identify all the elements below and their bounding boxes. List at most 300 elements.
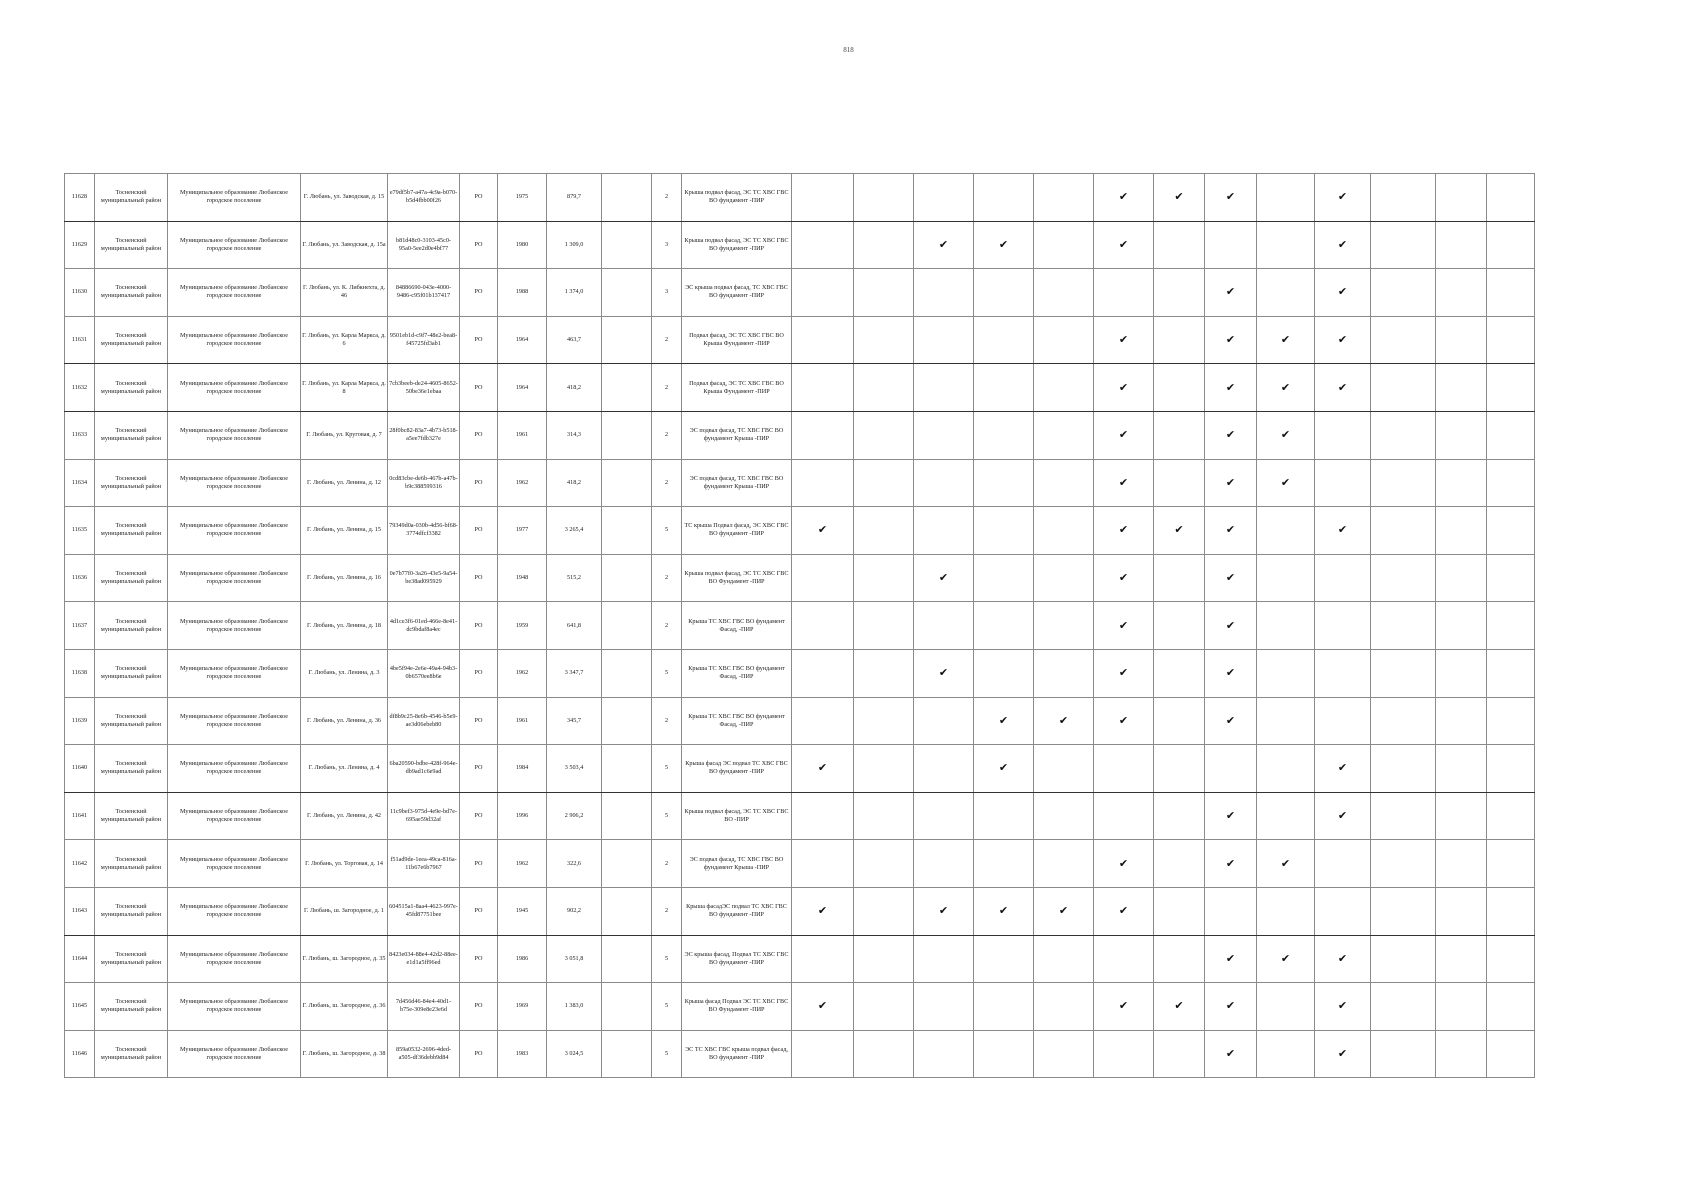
empty-check-cell <box>914 602 974 650</box>
municipality-cell: Муниципальное образование Любанское городское поселение <box>168 1030 301 1078</box>
empty-check-cell <box>1034 649 1094 697</box>
floors-cell: 2 <box>652 887 682 935</box>
empty-cell <box>602 935 652 983</box>
works-list-cell: ЭС крыша фасад, Подвал ТС ХВС ГВС ВО фундамент -ПИР <box>682 935 792 983</box>
works-list-cell: Подвал фасад, ЭС ТС ХВС ГВС ВО Крыша Фундамент -ПИР <box>682 316 792 364</box>
empty-check-cell <box>1371 221 1436 269</box>
empty-check-cell <box>1487 840 1535 888</box>
empty-check-cell <box>1315 697 1371 745</box>
checkmark-icon: ✔ <box>1205 507 1257 555</box>
empty-check-cell <box>1371 745 1436 793</box>
floors-cell: 5 <box>652 983 682 1031</box>
empty-check-cell <box>1257 745 1315 793</box>
guid-cell: b81d48c0-3103-45c0-95a0-5ee2d0e4bf77 <box>388 221 460 269</box>
empty-check-cell <box>1487 983 1535 1031</box>
empty-check-cell <box>1034 507 1094 555</box>
checkmark-icon: ✔ <box>1094 459 1154 507</box>
empty-check-cell <box>974 1030 1034 1078</box>
year-cell: 1959 <box>498 602 547 650</box>
empty-check-cell <box>792 459 854 507</box>
empty-check-cell <box>792 840 854 888</box>
row-id: 11630 <box>65 269 95 317</box>
checkmark-icon: ✔ <box>1205 316 1257 364</box>
area-cell: 515,2 <box>547 554 602 602</box>
empty-check-cell <box>1094 745 1154 793</box>
table-row <box>65 221 1535 269</box>
empty-check-cell <box>1371 1030 1436 1078</box>
empty-check-cell <box>1257 792 1315 840</box>
empty-check-cell <box>1154 1030 1205 1078</box>
year-cell: 1996 <box>498 792 547 840</box>
row-id: 11643 <box>65 887 95 935</box>
table-row <box>65 745 1535 793</box>
empty-check-cell <box>854 697 914 745</box>
address-cell: Г. Любань, ул. Ленина, д. 12 <box>301 459 388 507</box>
empty-check-cell <box>1034 269 1094 317</box>
empty-check-cell <box>914 1030 974 1078</box>
address-cell: Г. Любань, ул. Карла Маркса, д. 8 <box>301 364 388 412</box>
floors-cell: 5 <box>652 745 682 793</box>
checkmark-icon: ✔ <box>974 887 1034 935</box>
empty-check-cell <box>1094 1030 1154 1078</box>
works-list-cell: ЭС ТС ХВС ГВС крыша подвал фасад, ВО фундамент -ПИР <box>682 1030 792 1078</box>
floors-cell: 2 <box>652 554 682 602</box>
empty-check-cell <box>792 649 854 697</box>
district-cell: Тосненский муниципальный район <box>95 983 168 1031</box>
checkmark-icon: ✔ <box>1257 316 1315 364</box>
empty-check-cell <box>792 269 854 317</box>
address-cell: Г. Любань, ш. Загородное, д. 36 <box>301 983 388 1031</box>
guid-cell: f51ad9de-1eea-49ca-816a-11b67e6b7967 <box>388 840 460 888</box>
checkmark-icon: ✔ <box>1094 887 1154 935</box>
year-cell: 1983 <box>498 1030 547 1078</box>
area-cell: 345,7 <box>547 697 602 745</box>
empty-check-cell <box>792 554 854 602</box>
empty-check-cell <box>1487 411 1535 459</box>
empty-check-cell <box>1487 364 1535 412</box>
address-cell: Г. Любань, ул. К. Либкнехта, д. 46 <box>301 269 388 317</box>
municipality-cell: Муниципальное образование Любанское городское поселение <box>168 697 301 745</box>
area-cell: 314,3 <box>547 411 602 459</box>
empty-check-cell <box>1436 459 1487 507</box>
works-list-cell: Крыша ТС ХВС ГВС ВО фундамент Фасад, -ПИР <box>682 697 792 745</box>
empty-check-cell <box>854 792 914 840</box>
empty-check-cell <box>1487 174 1535 222</box>
empty-check-cell <box>1154 411 1205 459</box>
empty-cell <box>602 316 652 364</box>
empty-check-cell <box>1487 935 1535 983</box>
empty-check-cell <box>1034 935 1094 983</box>
empty-check-cell <box>974 840 1034 888</box>
empty-check-cell <box>1436 792 1487 840</box>
empty-check-cell <box>1487 697 1535 745</box>
empty-check-cell <box>914 507 974 555</box>
empty-check-cell <box>1436 411 1487 459</box>
empty-cell <box>602 269 652 317</box>
checkmark-icon: ✔ <box>1315 1030 1371 1078</box>
district-cell: Тосненский муниципальный район <box>95 221 168 269</box>
empty-check-cell <box>1436 174 1487 222</box>
district-cell: Тосненский муниципальный район <box>95 935 168 983</box>
district-cell: Тосненский муниципальный район <box>95 507 168 555</box>
year-cell: 1986 <box>498 935 547 983</box>
empty-check-cell <box>1487 887 1535 935</box>
page-number: 818 <box>843 46 854 54</box>
checkmark-icon: ✔ <box>1205 269 1257 317</box>
address-cell: Г. Любань, ул. Ленина, д. 36 <box>301 697 388 745</box>
ownership-type-cell: РО <box>460 269 498 317</box>
works-list-cell: Крыша ТС ХВС ГВС ВО фундамент Фасад, -ПИР <box>682 602 792 650</box>
empty-check-cell <box>854 269 914 317</box>
empty-check-cell <box>854 602 914 650</box>
guid-cell: 604515a1-8aa4-4623-997e-45fd87751bee <box>388 887 460 935</box>
municipality-cell: Муниципальное образование Любанское городское поселение <box>168 935 301 983</box>
empty-check-cell <box>792 174 854 222</box>
floors-cell: 3 <box>652 221 682 269</box>
year-cell: 1962 <box>498 649 547 697</box>
row-id: 11633 <box>65 411 95 459</box>
table-row <box>65 554 1535 602</box>
empty-check-cell <box>1257 983 1315 1031</box>
municipality-cell: Муниципальное образование Любанское городское поселение <box>168 983 301 1031</box>
address-cell: Г. Любань, ш. Загородное, д. 38 <box>301 1030 388 1078</box>
empty-check-cell <box>914 174 974 222</box>
row-id: 11641 <box>65 792 95 840</box>
checkmark-icon: ✔ <box>1094 649 1154 697</box>
empty-check-cell <box>914 935 974 983</box>
works-list-cell: ТС крыша Подвал фасад, ЭС ХВС ГВС ВО фундамент -ПИР <box>682 507 792 555</box>
checkmark-icon: ✔ <box>1205 697 1257 745</box>
address-cell: Г. Любань, ул. Ленина, д. 4 <box>301 745 388 793</box>
district-cell: Тосненский муниципальный район <box>95 840 168 888</box>
checkmark-icon: ✔ <box>1315 174 1371 222</box>
checkmark-icon: ✔ <box>792 745 854 793</box>
row-id: 11635 <box>65 507 95 555</box>
empty-check-cell <box>974 983 1034 1031</box>
empty-check-cell <box>1094 935 1154 983</box>
empty-check-cell <box>1034 792 1094 840</box>
works-list-cell: Крыша ТС ХВС ГВС ВО фундамент Фасад, -ПИР <box>682 649 792 697</box>
table-row <box>65 459 1535 507</box>
district-cell: Тосненский муниципальный район <box>95 697 168 745</box>
table-row <box>65 887 1535 935</box>
empty-check-cell <box>914 269 974 317</box>
ownership-type-cell: РО <box>460 411 498 459</box>
guid-cell: 6ba20590-bdbe-428f-964e-db9ad1c6e9ad <box>388 745 460 793</box>
empty-check-cell <box>1371 887 1436 935</box>
ownership-type-cell: РО <box>460 507 498 555</box>
checkmark-icon: ✔ <box>1315 507 1371 555</box>
empty-check-cell <box>1371 554 1436 602</box>
guid-cell: 84886690-043e-4000-9486-c95f01b137417 <box>388 269 460 317</box>
district-cell: Тосненский муниципальный район <box>95 602 168 650</box>
checkmark-icon: ✔ <box>1205 364 1257 412</box>
municipality-cell: Муниципальное образование Любанское городское поселение <box>168 792 301 840</box>
empty-check-cell <box>914 983 974 1031</box>
empty-check-cell <box>1436 840 1487 888</box>
empty-check-cell <box>1436 507 1487 555</box>
floors-cell: 5 <box>652 507 682 555</box>
table-row <box>65 792 1535 840</box>
empty-check-cell <box>1436 221 1487 269</box>
guid-cell: 0e7b77f0-3a26-43e5-9a54-be38ad095929 <box>388 554 460 602</box>
checkmark-icon: ✔ <box>1315 983 1371 1031</box>
empty-check-cell <box>914 745 974 793</box>
checkmark-icon: ✔ <box>1094 364 1154 412</box>
year-cell: 1977 <box>498 507 547 555</box>
address-cell: Г. Любань, ул. Торговая, д. 14 <box>301 840 388 888</box>
floors-cell: 2 <box>652 840 682 888</box>
area-cell: 3 265,4 <box>547 507 602 555</box>
empty-check-cell <box>1315 840 1371 888</box>
ownership-type-cell: РО <box>460 887 498 935</box>
ownership-type-cell: РО <box>460 792 498 840</box>
table-row <box>65 983 1535 1031</box>
checkmark-icon: ✔ <box>1315 269 1371 317</box>
area-cell: 3 503,4 <box>547 745 602 793</box>
checkmark-icon: ✔ <box>974 745 1034 793</box>
empty-check-cell <box>1257 887 1315 935</box>
municipality-cell: Муниципальное образование Любанское городское поселение <box>168 459 301 507</box>
works-list-cell: ЭС крыша подвал фасад, ТС ХВС ГВС ВО фундамент -ПИР <box>682 269 792 317</box>
row-id: 11634 <box>65 459 95 507</box>
checkmark-icon: ✔ <box>1205 649 1257 697</box>
checkmark-icon: ✔ <box>1257 935 1315 983</box>
address-cell: Г. Любань, ул. Ленина, д. 3 <box>301 649 388 697</box>
floors-cell: 2 <box>652 697 682 745</box>
checkmark-icon: ✔ <box>1315 316 1371 364</box>
empty-check-cell <box>854 221 914 269</box>
empty-check-cell <box>1154 316 1205 364</box>
row-id: 11642 <box>65 840 95 888</box>
address-cell: Г. Любань, ул. Заводская, д. 15 <box>301 174 388 222</box>
empty-cell <box>602 602 652 650</box>
empty-check-cell <box>1034 459 1094 507</box>
checkmark-icon: ✔ <box>792 887 854 935</box>
empty-check-cell <box>1257 554 1315 602</box>
guid-cell: 28f0bc82-83a7-4b73-b518-a5ee7fdb327e <box>388 411 460 459</box>
empty-check-cell <box>854 316 914 364</box>
year-cell: 1961 <box>498 697 547 745</box>
table-row <box>65 935 1535 983</box>
district-cell: Тосненский муниципальный район <box>95 792 168 840</box>
empty-check-cell <box>1487 507 1535 555</box>
empty-check-cell <box>1034 316 1094 364</box>
address-cell: Г. Любань, ш. Загородное, д. 1 <box>301 887 388 935</box>
empty-check-cell <box>1034 554 1094 602</box>
empty-check-cell <box>1487 649 1535 697</box>
empty-check-cell <box>1487 1030 1535 1078</box>
empty-check-cell <box>1371 174 1436 222</box>
empty-check-cell <box>1257 507 1315 555</box>
checkmark-icon: ✔ <box>1094 316 1154 364</box>
municipality-cell: Муниципальное образование Любанское городское поселение <box>168 602 301 650</box>
empty-check-cell <box>1487 554 1535 602</box>
floors-cell: 3 <box>652 269 682 317</box>
works-list-cell: Крыша подвал фасад, ЭС ТС ХВС ГВС ВО Фундамент -ПИР <box>682 554 792 602</box>
empty-check-cell <box>914 364 974 412</box>
empty-cell <box>602 887 652 935</box>
ownership-type-cell: РО <box>460 174 498 222</box>
empty-check-cell <box>974 649 1034 697</box>
floors-cell: 2 <box>652 602 682 650</box>
empty-cell <box>602 983 652 1031</box>
guid-cell: 0cd83cbe-de6b-467b-a47b-b9c388599316 <box>388 459 460 507</box>
checkmark-icon: ✔ <box>1315 221 1371 269</box>
year-cell: 1962 <box>498 840 547 888</box>
empty-cell <box>602 745 652 793</box>
empty-check-cell <box>792 1030 854 1078</box>
district-cell: Тосненский муниципальный район <box>95 887 168 935</box>
year-cell: 1948 <box>498 554 547 602</box>
empty-cell <box>602 221 652 269</box>
checkmark-icon: ✔ <box>1315 792 1371 840</box>
empty-check-cell <box>1371 507 1436 555</box>
area-cell: 902,2 <box>547 887 602 935</box>
checkmark-icon: ✔ <box>1205 983 1257 1031</box>
empty-check-cell <box>1487 459 1535 507</box>
empty-check-cell <box>974 792 1034 840</box>
works-list-cell: ЭС подвал фасад, ТС ХВС ГВС ВО фундамент Крыша -ПИР <box>682 411 792 459</box>
empty-check-cell <box>1154 364 1205 412</box>
checkmark-icon: ✔ <box>914 554 974 602</box>
checkmark-icon: ✔ <box>1154 983 1205 1031</box>
empty-check-cell <box>1436 269 1487 317</box>
municipality-cell: Муниципальное образование Любанское городское поселение <box>168 554 301 602</box>
works-list-cell: Крыша фасадЭС подвал ТС ХВС ГВС ВО фундамент -ПИР <box>682 887 792 935</box>
district-cell: Тосненский муниципальный район <box>95 459 168 507</box>
row-id: 11638 <box>65 649 95 697</box>
empty-check-cell <box>1487 221 1535 269</box>
ownership-type-cell: РО <box>460 602 498 650</box>
empty-check-cell <box>854 174 914 222</box>
works-list-cell: ЭС подвал фасад, ТС ХВС ГВС ВО фундамент Крыша -ПИР <box>682 459 792 507</box>
empty-check-cell <box>1371 792 1436 840</box>
checkmark-icon: ✔ <box>1094 174 1154 222</box>
empty-check-cell <box>854 935 914 983</box>
empty-check-cell <box>792 411 854 459</box>
empty-check-cell <box>1154 269 1205 317</box>
district-cell: Тосненский муниципальный район <box>95 649 168 697</box>
works-list-cell: Подвал фасад, ЭС ТС ХВС ГВС ВО Крыша Фундамент -ПИР <box>682 364 792 412</box>
empty-check-cell <box>1257 174 1315 222</box>
municipality-cell: Муниципальное образование Любанское городское поселение <box>168 411 301 459</box>
works-list-cell: Крыша подвал фасад, ЭС ТС ХВС ГВС ВО фундамент -ПИР <box>682 174 792 222</box>
table-row <box>65 1030 1535 1078</box>
checkmark-icon: ✔ <box>1257 411 1315 459</box>
year-cell: 1980 <box>498 221 547 269</box>
empty-check-cell <box>1436 887 1487 935</box>
empty-check-cell <box>914 840 974 888</box>
checkmark-icon: ✔ <box>1257 459 1315 507</box>
municipality-cell: Муниципальное образование Любанское городское поселение <box>168 221 301 269</box>
empty-check-cell <box>1315 602 1371 650</box>
checkmark-icon: ✔ <box>1205 1030 1257 1078</box>
empty-check-cell <box>974 316 1034 364</box>
district-cell: Тосненский муниципальный район <box>95 364 168 412</box>
checkmark-icon: ✔ <box>1094 221 1154 269</box>
ownership-type-cell: РО <box>460 983 498 1031</box>
table-row <box>65 411 1535 459</box>
address-cell: Г. Любань, ул. Заводская, д. 15а <box>301 221 388 269</box>
district-cell: Тосненский муниципальный район <box>95 745 168 793</box>
address-cell: Г. Любань, ш. Загородное, д. 35 <box>301 935 388 983</box>
area-cell: 322,6 <box>547 840 602 888</box>
empty-check-cell <box>854 459 914 507</box>
empty-check-cell <box>1487 745 1535 793</box>
row-id: 11646 <box>65 1030 95 1078</box>
floors-cell: 2 <box>652 316 682 364</box>
checkmark-icon: ✔ <box>1205 602 1257 650</box>
empty-check-cell <box>1205 887 1257 935</box>
table-row <box>65 507 1535 555</box>
checkmark-icon: ✔ <box>1205 792 1257 840</box>
ownership-type-cell: РО <box>460 1030 498 1078</box>
empty-check-cell <box>974 364 1034 412</box>
empty-check-cell <box>1094 792 1154 840</box>
empty-check-cell <box>1154 745 1205 793</box>
checkmark-icon: ✔ <box>1205 554 1257 602</box>
checkmark-icon: ✔ <box>1205 411 1257 459</box>
floors-cell: 2 <box>652 411 682 459</box>
guid-cell: 11c9bef3-975d-4e9e-bd7e-695ae59d32af <box>388 792 460 840</box>
empty-check-cell <box>914 792 974 840</box>
table-row <box>65 840 1535 888</box>
ownership-type-cell: РО <box>460 554 498 602</box>
empty-check-cell <box>792 697 854 745</box>
checkmark-icon: ✔ <box>1094 411 1154 459</box>
checkmark-icon: ✔ <box>914 649 974 697</box>
address-cell: Г. Любань, ул. Ленина, д. 42 <box>301 792 388 840</box>
row-id: 11640 <box>65 745 95 793</box>
checkmark-icon: ✔ <box>1094 697 1154 745</box>
empty-check-cell <box>1436 316 1487 364</box>
empty-check-cell <box>1257 269 1315 317</box>
municipality-cell: Муниципальное образование Любанское городское поселение <box>168 745 301 793</box>
empty-cell <box>602 649 652 697</box>
municipality-cell: Муниципальное образование Любанское городское поселение <box>168 840 301 888</box>
district-cell: Тосненский муниципальный район <box>95 554 168 602</box>
checkmark-icon: ✔ <box>1094 507 1154 555</box>
guid-cell: 7d456d46-84e4-40d1-b75e-309e8e23e6d <box>388 983 460 1031</box>
empty-check-cell <box>854 887 914 935</box>
checkmark-icon: ✔ <box>1094 554 1154 602</box>
checkmark-icon: ✔ <box>1034 887 1094 935</box>
row-id: 11631 <box>65 316 95 364</box>
empty-check-cell <box>1436 935 1487 983</box>
ownership-type-cell: РО <box>460 316 498 364</box>
empty-check-cell <box>1487 602 1535 650</box>
year-cell: 1962 <box>498 459 547 507</box>
floors-cell: 5 <box>652 1030 682 1078</box>
district-cell: Тосненский муниципальный район <box>95 411 168 459</box>
guid-cell: 859a0532-2696-4ded-a505-df36debb9d84 <box>388 1030 460 1078</box>
empty-cell <box>602 840 652 888</box>
checkmark-icon: ✔ <box>1205 459 1257 507</box>
empty-check-cell <box>792 792 854 840</box>
empty-check-cell <box>974 269 1034 317</box>
empty-check-cell <box>1154 602 1205 650</box>
housing-registry-table <box>64 173 1535 1078</box>
row-id: 11632 <box>65 364 95 412</box>
municipality-cell: Муниципальное образование Любанское городское поселение <box>168 269 301 317</box>
checkmark-icon: ✔ <box>1205 840 1257 888</box>
checkmark-icon: ✔ <box>1257 364 1315 412</box>
area-cell: 3 051,8 <box>547 935 602 983</box>
empty-check-cell <box>1094 269 1154 317</box>
empty-check-cell <box>792 602 854 650</box>
area-cell: 418,2 <box>547 364 602 412</box>
